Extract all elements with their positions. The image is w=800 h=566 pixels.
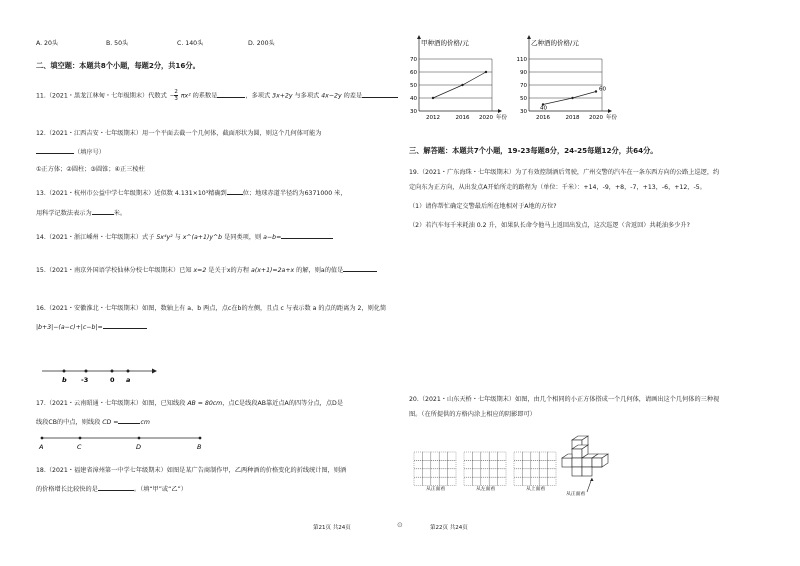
grid-cell xyxy=(489,469,497,477)
section-title-fill-blank: 二、填空题：本题共8个小题，每题2分，共16分。 xyxy=(36,61,200,70)
data-point xyxy=(595,90,597,92)
grid-cell xyxy=(498,460,506,468)
grid-cell xyxy=(539,452,547,460)
grid-cell xyxy=(514,452,522,460)
grid-cell xyxy=(448,452,456,460)
grid-cell xyxy=(472,469,480,477)
grid-cell xyxy=(472,452,480,460)
grid-cell xyxy=(522,460,530,468)
x-tick-label: 2012 xyxy=(426,115,440,121)
grid-cell xyxy=(414,460,422,468)
question-13: 13.（2021・杭州市公益中学七年级期末）近似数 4.131×10³精确到 位；地球赤道半径约为6371000 米， 用科学记数法表示为 米。 xyxy=(36,187,347,218)
grid-cell xyxy=(472,477,480,485)
data-point xyxy=(461,84,463,86)
data-point xyxy=(571,97,573,99)
grid-cell xyxy=(481,469,489,477)
question-20: 20.（2021・山东天桥・七年级期末）如图，由几个相同的小正方体搭成一个几何体，请画出这个几何体的三种视 图。（在所提供的方格内涂上相应的阴影即可） xyxy=(409,396,720,418)
axis-label-a: a xyxy=(126,376,131,384)
grid-cell xyxy=(522,469,530,477)
question-17: 17.（2021・云南昭通・七年级期末）如图，已知线段 AB = 80cm，点C是线段AB靠近点A的四等分点，点D是 线段CB的中点，则线段 CD = cm xyxy=(36,400,344,426)
y-tick-label: 30 xyxy=(410,109,417,115)
view-label-front: 从正面看 xyxy=(426,487,446,492)
price-chart-yi xyxy=(512,33,622,125)
view-label-left: 从左面看 xyxy=(476,487,496,492)
option-b: B. 50头 xyxy=(106,40,129,47)
grid-cell xyxy=(489,477,497,485)
grid-cell xyxy=(439,460,447,468)
data-label: 60 xyxy=(599,86,606,93)
grid-cell xyxy=(514,460,522,468)
grid-cell xyxy=(548,452,556,460)
grid-cell xyxy=(414,469,422,477)
grid-cell xyxy=(448,460,456,468)
grid-cell xyxy=(514,469,522,477)
x-tick-label: 2016 xyxy=(455,115,470,121)
x-tick-label: 2020 xyxy=(589,115,603,121)
question-15: 15.（2021・南京外国语学校仙林分校七年级期末）已知 x=2 是关于x的方程 a(x+1)=2a+x 的解，则a的值是 xyxy=(36,264,377,275)
question-19: 19.（2021・广东海珠・七年级期末）为了有效控制酒后驾驶，广州交警的汽车在一条东西方向的公路上巡逻，约 定向东为正方向，从出发点A开始所走的路程为（单位：千米）：+14，-9，+8，-7，+13，-6，+12，-5。 （1）请你帮忙确定交警最后所在地相对于A地的方位? （2）若汽车每千米耗油 0.2 升，如果队长命令他马上返回出发点，这次巡逻（含返回）共耗油多少升? xyxy=(409,169,720,229)
view-grids xyxy=(412,450,562,492)
grid-cell xyxy=(514,477,522,485)
number-line-figure xyxy=(40,362,160,386)
segment-figure xyxy=(36,432,206,452)
point-label-a: A xyxy=(39,443,44,451)
y-axis-arrow xyxy=(527,35,531,39)
grid-cell xyxy=(481,477,489,485)
y-tick-label: 40 xyxy=(410,96,417,102)
question-18: 18.（2021・福建省漳州第一中学七年级期末）如图是某广告商制作甲，乙两种酒的价格变化的折线统计图，则酒 的价格增长比较快的是 。（填“甲”或“乙”） xyxy=(36,467,347,493)
x-tick-label: 2020 xyxy=(479,115,493,121)
grid-cell xyxy=(431,460,439,468)
grid-cell xyxy=(472,460,480,468)
point-label-b: B xyxy=(197,443,202,451)
grid-cell xyxy=(548,460,556,468)
grid-cell xyxy=(498,469,506,477)
chart-title: 乙种酒的价格/元 xyxy=(531,39,579,47)
x-tick-label: 2016 xyxy=(536,115,550,121)
grid-cell xyxy=(464,452,472,460)
grid-cell xyxy=(422,452,430,460)
page-footer-left: 第21页 共24页 xyxy=(313,525,351,531)
grid-cell xyxy=(422,460,430,468)
grid-cell xyxy=(414,452,422,460)
grid-cell xyxy=(539,477,547,485)
y-tick-label: 90 xyxy=(520,70,527,76)
grid-cell xyxy=(522,477,530,485)
solid-view-label: 从正面看 xyxy=(566,492,586,496)
grid-cell xyxy=(481,452,489,460)
grid-cell xyxy=(539,460,547,468)
view-label-top: 从上面看 xyxy=(526,487,546,492)
grid-cell xyxy=(439,469,447,477)
grid-cell xyxy=(481,460,489,468)
grid-cell xyxy=(489,460,497,468)
question-12: 12.（2021・江西吉安・七年级期末）用一个平面去截一个几何体，截面形状为圆，则这个几何体可能为 （填序号） ①正方体；②圆柱；③圆锥；④正三棱柱 xyxy=(36,130,322,173)
data-point xyxy=(432,97,434,99)
y-tick-label: 30 xyxy=(520,109,527,115)
price-chart-jia xyxy=(402,33,512,125)
question-14: 14.（2021・浙江嵊州・七年级期末）式子 5x⁴y² 与 x^(a+1)y^b 是同类项，则 a−b= xyxy=(36,231,333,242)
axis-label-0: 0 xyxy=(110,376,115,384)
y-tick-label: 70 xyxy=(410,57,417,63)
axis-label-neg3: -3 xyxy=(81,376,89,384)
grid-cell xyxy=(548,477,556,485)
y-axis-arrow xyxy=(417,35,421,39)
grid-cell xyxy=(448,469,456,477)
x-axis-arrow xyxy=(498,109,502,113)
grid-cell xyxy=(464,477,472,485)
chart-title: 甲种酒的价格/元 xyxy=(421,39,469,47)
grid-cell xyxy=(431,477,439,485)
grid-cell xyxy=(522,452,530,460)
grid-cell xyxy=(464,460,472,468)
option-a: A. 20头 xyxy=(36,40,59,47)
option-d: D. 200头 xyxy=(248,40,275,47)
y-tick-label: 50 xyxy=(410,83,417,89)
grid-cell xyxy=(498,477,506,485)
option-c: C. 140头 xyxy=(177,40,204,47)
x-axis-arrow xyxy=(608,109,612,113)
page-footer-right: 第22页 共24页 xyxy=(430,525,468,531)
grid-cell xyxy=(531,452,539,460)
x-axis-label: 年份 xyxy=(606,115,618,121)
fraction: − $\frac{2}{3}$ xyxy=(169,89,178,102)
cube-solid-figure xyxy=(558,434,616,496)
data-label: 40 xyxy=(540,105,547,112)
y-tick-label: 50 xyxy=(520,96,527,102)
grid-cell xyxy=(531,469,539,477)
grid-cell xyxy=(439,452,447,460)
grid-cell xyxy=(422,469,430,477)
grid-cell xyxy=(489,452,497,460)
grid-cell xyxy=(431,452,439,460)
grid-cell xyxy=(539,469,547,477)
grid-cell xyxy=(531,477,539,485)
x-tick-label: 2018 xyxy=(565,115,580,121)
grid-cell xyxy=(464,469,472,477)
point-label-c: C xyxy=(77,443,82,451)
grid-cell xyxy=(439,477,447,485)
y-tick-label: 60 xyxy=(410,70,417,76)
grid-cell xyxy=(448,477,456,485)
grid-cell xyxy=(422,477,430,485)
center-binding-mark: ⊙ xyxy=(397,521,403,529)
grid-cell xyxy=(498,452,506,460)
y-tick-label: 110 xyxy=(516,57,527,63)
y-tick-label: 70 xyxy=(520,83,527,89)
question-16: 16.（2021・安徽淮北・七年级期末）如图，数轴上有 a、b 两点，点c在b的左侧，且点 c 与表示数 a 的点的距离为 2，则化简 |b+3|−(a−c)+|c−b|= xyxy=(36,305,387,331)
section-title-answer: 三、解答题：本题共7个小题，19-23每题8分，24-25每题12分，共64分。 xyxy=(409,146,658,155)
grid-cell xyxy=(531,460,539,468)
question-11: 11.（2021・黑龙江林甸・七年级期末）代数式 − $\frac{2}{3}$ πx² 的系数是 ，多项式 3x+2y 与多项式 4x−2y 的差是 xyxy=(36,89,398,102)
grid-cell xyxy=(414,477,422,485)
data-point xyxy=(485,71,487,73)
grid-cell xyxy=(548,469,556,477)
grid-cell xyxy=(431,469,439,477)
point-label-d: D xyxy=(136,443,142,451)
axis-label-b: b xyxy=(62,376,67,384)
x-axis-label: 年份 xyxy=(496,115,508,121)
